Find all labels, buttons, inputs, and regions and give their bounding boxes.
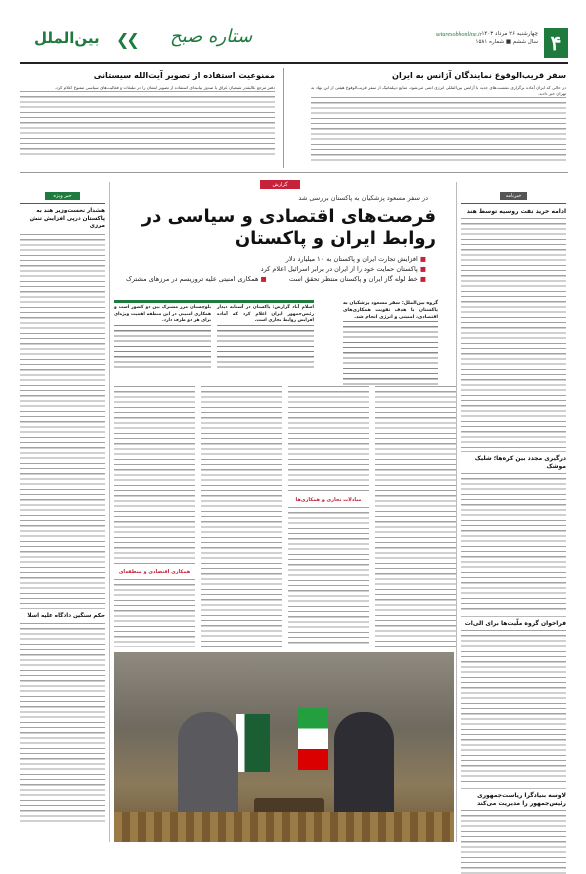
article-lead (343, 300, 438, 392)
report-badge: گزارش (260, 180, 300, 189)
article-headline: فرصت‌های اقتصادی و سیاسی در روابط ایران و پاکستان (141, 206, 436, 249)
bullet-item: ■ پاکستان حمایت خود را از ایران در برابر اسرائیل اعلام کرد (126, 264, 426, 274)
iran-flag (298, 708, 328, 770)
column-divider (283, 68, 284, 168)
left-item-title[interactable]: حکم سنگین دادگاه علیه اسلا (27, 612, 105, 619)
quote-lines (217, 325, 314, 369)
body-text-lines (311, 97, 566, 161)
top-story-title: سفر قریب‌الوقوع نمایندگان آژانس به ایران (392, 70, 566, 80)
lead-lines (343, 321, 438, 385)
body-text-lines (20, 91, 275, 155)
article-column (375, 386, 456, 648)
quote-lines (114, 325, 211, 369)
sidebar-item-body (461, 473, 566, 613)
article-body (114, 386, 456, 648)
quote-box (114, 300, 314, 380)
pakistan-flag (236, 714, 270, 772)
date-info (476, 30, 538, 46)
top-story-body (20, 85, 275, 167)
top-story-right (311, 70, 566, 167)
article-column (288, 386, 369, 648)
newspaper-logo: ستاره صبح (170, 26, 253, 47)
section-title: بین‌الملل (34, 29, 100, 47)
divider (461, 616, 566, 617)
top-story-body (311, 85, 566, 167)
article-photo (114, 652, 454, 842)
bullet-item: ■ همکاری امنیتی علیه تروریسم در مرزهای مشترک (126, 274, 267, 284)
left-item-title[interactable]: هشدار نخست‌وزیر هند به پاکستان درپی افزایش تنش مرزی (29, 208, 105, 229)
left-item-body (20, 623, 105, 823)
sidebar-item-body (461, 218, 566, 448)
sidebar-item-body (461, 810, 566, 874)
masthead (20, 26, 568, 64)
sidebar-item-title[interactable]: لاوسه بنیادگرا ریاست‌جمهوری رئیس‌جمهور را مدیریت می‌کند (477, 792, 566, 807)
divider (461, 451, 566, 452)
article-kicker: در سفر مسعود پزشکیان به پاکستان بررسی شد (298, 194, 428, 202)
divider (461, 788, 566, 789)
top-story-left (20, 70, 275, 167)
section-divider (20, 172, 568, 173)
person-left (178, 712, 238, 822)
article-column (114, 386, 195, 648)
sidebar-item-title[interactable]: فراخوان گروه ملّیت‌ها برای الی‌ات (464, 620, 566, 627)
issue-line: سال ششم ■ شماره ۱۵۸۱ (475, 39, 538, 45)
lead-text: گروه بین‌الملل: سفر مسعود پزشکیان به پاکستان با هدف تقویت همکاری‌های اقتصادی، امنیتی و انرژی انجام شد. (343, 301, 438, 320)
date-line: چهارشنبه ۲۶ مرداد ۱۴۰۳ (481, 31, 538, 37)
person-right (334, 712, 394, 822)
website[interactable]: setaresobhonline.ir (435, 32, 482, 38)
top-story-body-text: در حالی که ایران آماده برگزاری نشست‌های جدید با آژانس بین‌المللی انرژی اتمی می‌شود، منابع دیپلماتیک از سفر قریب‌الوقوع هیئتی از این نهاد به تهران خبر دادند. (311, 85, 566, 96)
bullet-item: ■ خط لوله گاز ایران و پاکستان منتظر تحقق است (289, 274, 426, 284)
quote-left (114, 305, 211, 379)
page-number: ۴ (544, 28, 568, 58)
sidebar-badge: خبرنامه (500, 192, 528, 200)
quote-left-text: بلوچستان مرز مشترک بین دو کشور است و همکاری امنیتی در این منطقه اهمیت ویژه‌ای برای هر دو طرف دارد. (114, 305, 211, 323)
carpet (114, 812, 454, 842)
top-story-title: ممنوعیت استفاده از تصویر آیت‌الله سیستانی (93, 70, 275, 80)
left-item-body (20, 234, 105, 604)
article-column (201, 386, 282, 648)
top-story-body-text: دفتر مرجع عالیقدر شیعیان عراق با صدور بیانیه‌ای استفاده از تصویر ایشان را در تبلیغات و فعالیت‌های سیاسی ممنوع اعلام کرد. (54, 85, 275, 90)
quote-right-text: اسلام آباد گزارش: پاکستان در آستانه دیدار رئیس‌جمهور ایران اعلام کرد که آماده افزایش روابط تجاری است. (217, 305, 314, 323)
sidebar-item-title[interactable]: ادامه خرید نفت روسیه توسط هند (466, 208, 566, 215)
article-subhead: مبادلات تجاری و همکاری‌ها (295, 497, 362, 503)
chevron-icon: ❯❯ (116, 30, 137, 49)
news-brief-sidebar (456, 182, 566, 842)
bullet-item: ■ افزایش تجارت ایران و پاکستان به ۱۰ میلیارد دلار (126, 254, 426, 264)
left-column (20, 182, 110, 842)
divider (20, 608, 105, 609)
article-bullets (126, 254, 426, 284)
article-subhead: همکاری اقتصادی و منطقه‌ای (118, 569, 191, 575)
left-column-badge: خبر ویژه (45, 192, 79, 200)
sidebar-item-title[interactable]: درگیری مجدد بین کره‌ها؛ شلیک موشک (474, 455, 566, 470)
quote-right (217, 305, 314, 379)
sidebar-item-body (461, 630, 566, 785)
